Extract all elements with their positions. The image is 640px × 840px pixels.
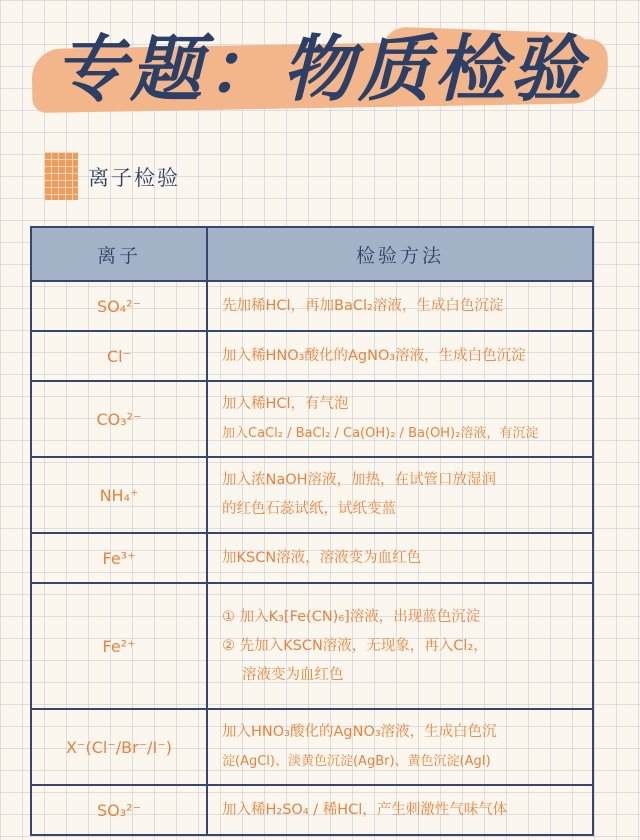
method-line: 加入稀H₂SO₄ / 稀HCl，产生刺激性气味气体 [222, 801, 508, 818]
ion-cell: NH₄⁺ [31, 457, 207, 533]
ion-cell: Fe²⁺ [31, 583, 207, 709]
method-line: 的红色石蕊试纸，试纸变蓝 [222, 501, 396, 517]
header-method: 检验方法 [207, 227, 593, 281]
method-line: 先加稀HCl，再加BaCl₂溶液，生成白色沉淀 [222, 297, 504, 314]
ion-cell: CO₃²⁻ [31, 381, 207, 457]
method-cell [207, 331, 593, 381]
method-line: ① 加入K₃[Fe(CN)₆]溶液，出现蓝色沉淀 [222, 608, 481, 625]
method-cell [207, 533, 593, 583]
method-cell [207, 457, 593, 533]
method-cell [207, 709, 593, 785]
method-cell [207, 381, 593, 457]
method-line: ② 先加入KSCN溶液，无现象，再入Cl₂， [222, 637, 488, 654]
table-row [31, 785, 593, 835]
table-row [31, 709, 593, 785]
table-row [31, 381, 593, 457]
section-header [44, 152, 224, 200]
ion-cell: SO₃²⁻ [31, 785, 207, 835]
method-line: 加入稀HNO₃酸化的AgNO₃溶液，生成白色沉淀 [222, 347, 526, 364]
method-line: 淀(AgCl)、淡黄色沉淀(AgBr)、黄色沉淀(AgI) [222, 754, 491, 769]
title-area [22, 8, 618, 126]
grid-block-icon [44, 152, 78, 200]
method-line: 加入CaCl₂ / BaCl₂ / Ca(OH)₂ / Ba(OH)₂溶液，有沉淀 [222, 426, 539, 441]
table-row [31, 281, 593, 331]
method-cell [207, 583, 593, 709]
ion-cell: Fe³⁺ [31, 533, 207, 583]
table-row [31, 331, 593, 381]
ion-cell: X⁻(Cl⁻/Br⁻/I⁻) [31, 709, 207, 785]
table-row [31, 457, 593, 533]
method-line: 加入稀HCl，有气泡 [222, 396, 349, 412]
ion-cell: SO₄²⁻ [31, 281, 207, 331]
method-line: 溶液变为血红色 [242, 666, 344, 683]
method-line: 加入浓NaOH溶液，加热，在试管口放湿润 [222, 472, 497, 488]
table-header-row [31, 227, 593, 281]
page-title: 专题：物质检验 [53, 26, 586, 111]
method-line: 加KSCN溶液，溶液变为血红色 [222, 549, 422, 566]
section-label: 离子检验 [88, 166, 180, 190]
header-ion: 离子 [31, 227, 207, 281]
method-line: 加入HNO₃酸化的AgNO₃溶液，生成白色沉 [222, 724, 497, 740]
method-cell [207, 785, 593, 835]
table-row [31, 533, 593, 583]
method-cell [207, 281, 593, 331]
table-row [31, 583, 593, 709]
ion-test-table [30, 226, 594, 836]
ion-cell: Cl⁻ [31, 331, 207, 381]
